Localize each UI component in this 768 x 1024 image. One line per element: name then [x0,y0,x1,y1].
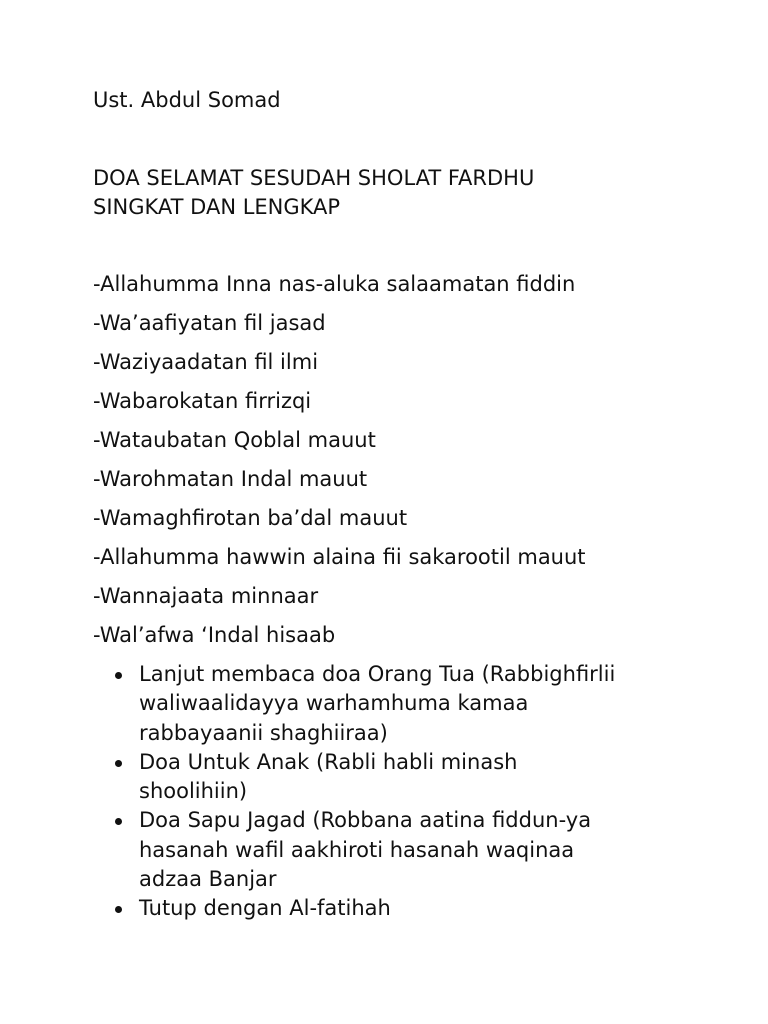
bullet-line: waliwaalidayya warhamhuma kamaa [139,691,529,716]
bullet-item [93,894,683,923]
bullet-line: adzaa Banjar [139,867,277,892]
bullet-dot-icon [115,906,122,913]
prayer-line: -Warohmatan Indal mauut [93,467,368,491]
bullet-dot-icon [115,672,122,679]
bullet-text [139,806,683,894]
prayer-line: -Allahumma Inna nas-aluka salaamatan fiddin [93,272,576,296]
bullet-list [93,660,683,924]
bullet-dot-icon [115,818,122,825]
bullet-line: Doa Untuk Anak (Rabli habli minash [139,749,518,774]
prayer-line: -Wannajaata minnaar [93,584,319,608]
title-line-1: DOA SELAMAT SESUDAH SHOLAT FARDHU [93,166,535,190]
bullet-text [139,748,683,807]
bullet-line: Doa Sapu Jagad (Robbana aatina fiddun-ya [139,808,592,833]
bullet-dot-icon [115,760,122,767]
prayer-lines [93,270,586,660]
prayer-line: -Wal’afwa ‘Indal hisaab [93,623,336,647]
bullet-line: Tutup dengan Al-fatihah [139,896,391,921]
prayer-line: -Allahumma hawwin alaina fii sakarootil mauut [93,545,586,569]
prayer-line: -Wataubatan Qoblal mauut [93,428,376,452]
bullet-item [93,806,683,894]
author-name: Ust. Abdul Somad [93,88,281,112]
bullet-line: rabbayaanii shaghiiraa) [139,720,388,745]
prayer-line: -Wabarokatan firrizqi [93,389,312,413]
bullet-text [139,894,683,923]
bullet-text [139,660,683,748]
bullet-item [93,660,683,748]
prayer-line: -Waziyaadatan fil ilmi [93,350,319,374]
bullet-line: Lanjut membaca doa Orang Tua (Rabbighfirlii [139,662,616,686]
bullet-line: hasanah wafil aakhiroti hasanah waqinaa [139,837,575,862]
bullet-item [93,748,683,807]
title-line-2: SINGKAT DAN LENGKAP [93,195,341,219]
prayer-line: -Wamaghfirotan ba’dal mauut [93,506,408,530]
prayer-line: -Wa’aafiyatan fil jasad [93,311,326,335]
bullet-line: shoolihiin) [139,779,248,804]
document-title [93,164,693,222]
